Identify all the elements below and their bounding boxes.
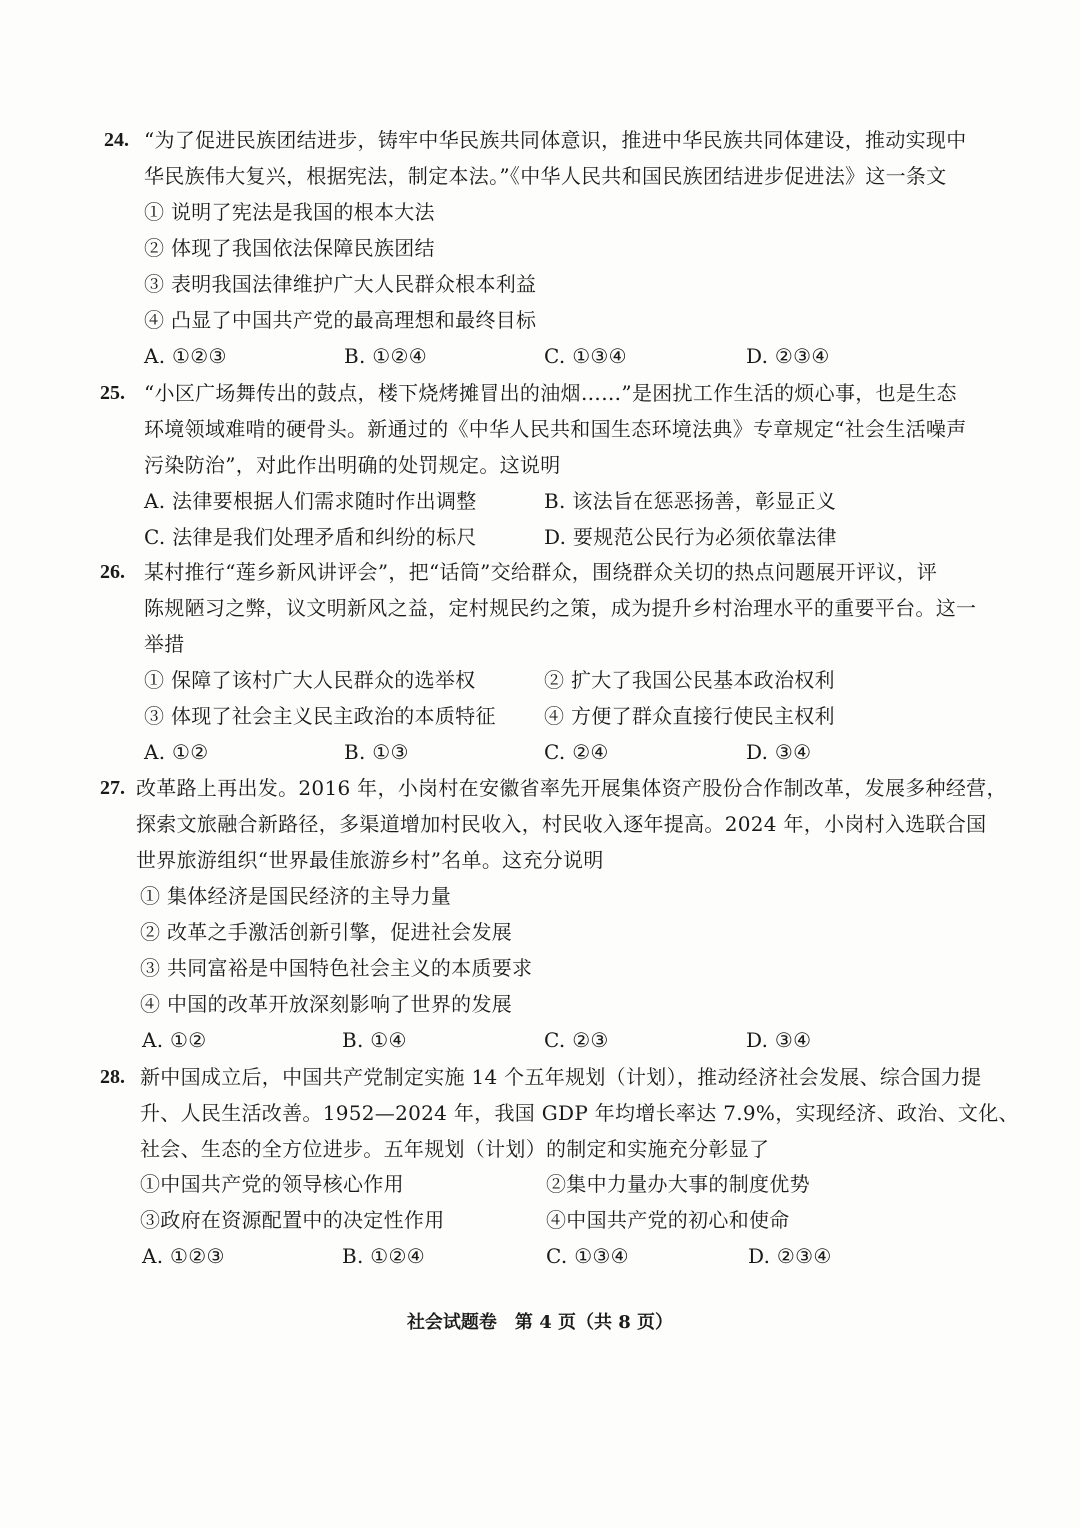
question-statement: ④ 凸显了中国共产党的最高理想和最终目标 <box>144 308 537 332</box>
question-number: 24. <box>104 129 129 151</box>
question-stem-line: 举措 <box>144 632 185 656</box>
question-stem-line: “为了促进民族团结进步，铸牢中华民族共同体意识，推进中华民族共同体建设，推动实现中 <box>144 128 967 152</box>
question-stem-line: 新中国成立后，中国共产党制定实施 14 个五年规划（计划），推动经济社会发展、综合国力提 <box>140 1065 982 1089</box>
question-stem-line: 华民族伟大复兴，根据宪法，制定本法。”《中华人民共和国民族团结进步促进法》这一条文 <box>144 164 947 188</box>
question-statement: ④ 中国的改革开放深刻影响了世界的发展 <box>140 992 513 1016</box>
question-stem-line: 某村推行“莲乡新风讲评会”，把“话筒”交给群众，围绕群众关切的热点问题展开评议，评 <box>144 560 938 584</box>
answer-option: D. ③④ <box>746 1028 812 1052</box>
answer-option: C. 法律是我们处理矛盾和纠纷的标尺 <box>144 525 477 549</box>
question-statement: ② 体现了我国依法保障民族团结 <box>144 236 435 260</box>
answer-option: B. ①③ <box>344 740 409 764</box>
question-statement: ④ 方便了群众直接行使民主权利 <box>544 704 835 728</box>
question-statement: ③政府在资源配置中的决定性作用 <box>140 1208 445 1232</box>
answer-option: A. 法律要根据人们需求随时作出调整 <box>144 489 477 513</box>
answer-option: A. ①② <box>142 1028 207 1052</box>
question-statement: ②集中力量办大事的制度优势 <box>546 1172 810 1196</box>
answer-option: D. ③④ <box>746 740 812 764</box>
answer-option: A. ①② <box>144 740 209 764</box>
question-number: 25. <box>100 382 125 404</box>
question-statement: ② 改革之手激活创新引擎，促进社会发展 <box>140 920 513 944</box>
question-number: 27. <box>100 777 125 799</box>
question-statement: ④中国共产党的初心和使命 <box>546 1208 790 1232</box>
question-statement: ① 保障了该村广大人民群众的选举权 <box>144 668 476 692</box>
answer-option: D. 要规范公民行为必须依靠法律 <box>544 525 837 549</box>
question-stem-line: 社会、生态的全方位进步。五年规划（计划）的制定和实施充分彰显了 <box>140 1137 770 1161</box>
answer-option: C. ①③④ <box>546 1244 629 1268</box>
question-stem-line: 环境领域难啃的硬骨头。新通过的《中华人民共和国生态环境法典》专章规定“社会生活噪声 <box>144 417 967 441</box>
question-stem-line: “小区广场舞传出的鼓点，楼下烧烤摊冒出的油烟……”是困扰工作生活的烦心事，也是生态 <box>144 381 957 405</box>
answer-option: B. ①②④ <box>342 1244 426 1268</box>
question-stem-line: 探索文旅融合新路径，多渠道增加村民收入，村民收入逐年提高。2024 年，小岗村入选联合国 <box>136 812 987 836</box>
page-footer: 社会试题卷 第 4 页（共 8 页） <box>406 1312 674 1333</box>
question-statement: ② 扩大了我国公民基本政治权利 <box>544 668 835 692</box>
question-stem-line: 陈规陋习之弊，议文明新风之益，定村规民约之策，成为提升乡村治理水平的重要平台。这一 <box>144 596 977 620</box>
question-stem-line: 升、人民生活改善。1952—2024 年，我国 GDP 年均增长率达 7.9%，实现经济、政治、文化、 <box>140 1101 1019 1125</box>
question-statement: ① 集体经济是国民经济的主导力量 <box>140 884 452 908</box>
question-statement: ①中国共产党的领导核心作用 <box>140 1172 404 1196</box>
question-statement: ③ 表明我国法律维护广大人民群众根本利益 <box>144 272 537 296</box>
answer-option: A. ①②③ <box>142 1244 225 1268</box>
question-statement: ③ 共同富裕是中国特色社会主义的本质要求 <box>140 956 533 980</box>
answer-option: D. ②③④ <box>748 1244 832 1268</box>
question-number: 28. <box>100 1066 125 1088</box>
question-number: 26. <box>100 561 125 583</box>
answer-option: C. ①③④ <box>544 344 627 368</box>
answer-option: C. ②③ <box>544 1028 609 1052</box>
question-statement: ③ 体现了社会主义民主政治的本质特征 <box>144 704 496 728</box>
answer-option: B. ①④ <box>342 1028 407 1052</box>
answer-option: B. ①②④ <box>344 344 428 368</box>
question-stem-line: 世界旅游组织“世界最佳旅游乡村”名单。这充分说明 <box>136 848 604 872</box>
question-stem-line: 污染防治”，对此作出明确的处罚规定。这说明 <box>144 453 561 477</box>
answer-option: B. 该法旨在惩恶扬善，彰显正义 <box>544 489 837 513</box>
answer-option: A. ①②③ <box>144 344 227 368</box>
answer-option: C. ②④ <box>544 740 609 764</box>
answer-option: D. ②③④ <box>746 344 830 368</box>
question-statement: ① 说明了宪法是我国的根本大法 <box>144 200 435 224</box>
question-stem-line: 改革路上再出发。2016 年，小岗村在安徽省率先开展集体资产股份合作制改革，发展多种经营， <box>136 776 1007 800</box>
